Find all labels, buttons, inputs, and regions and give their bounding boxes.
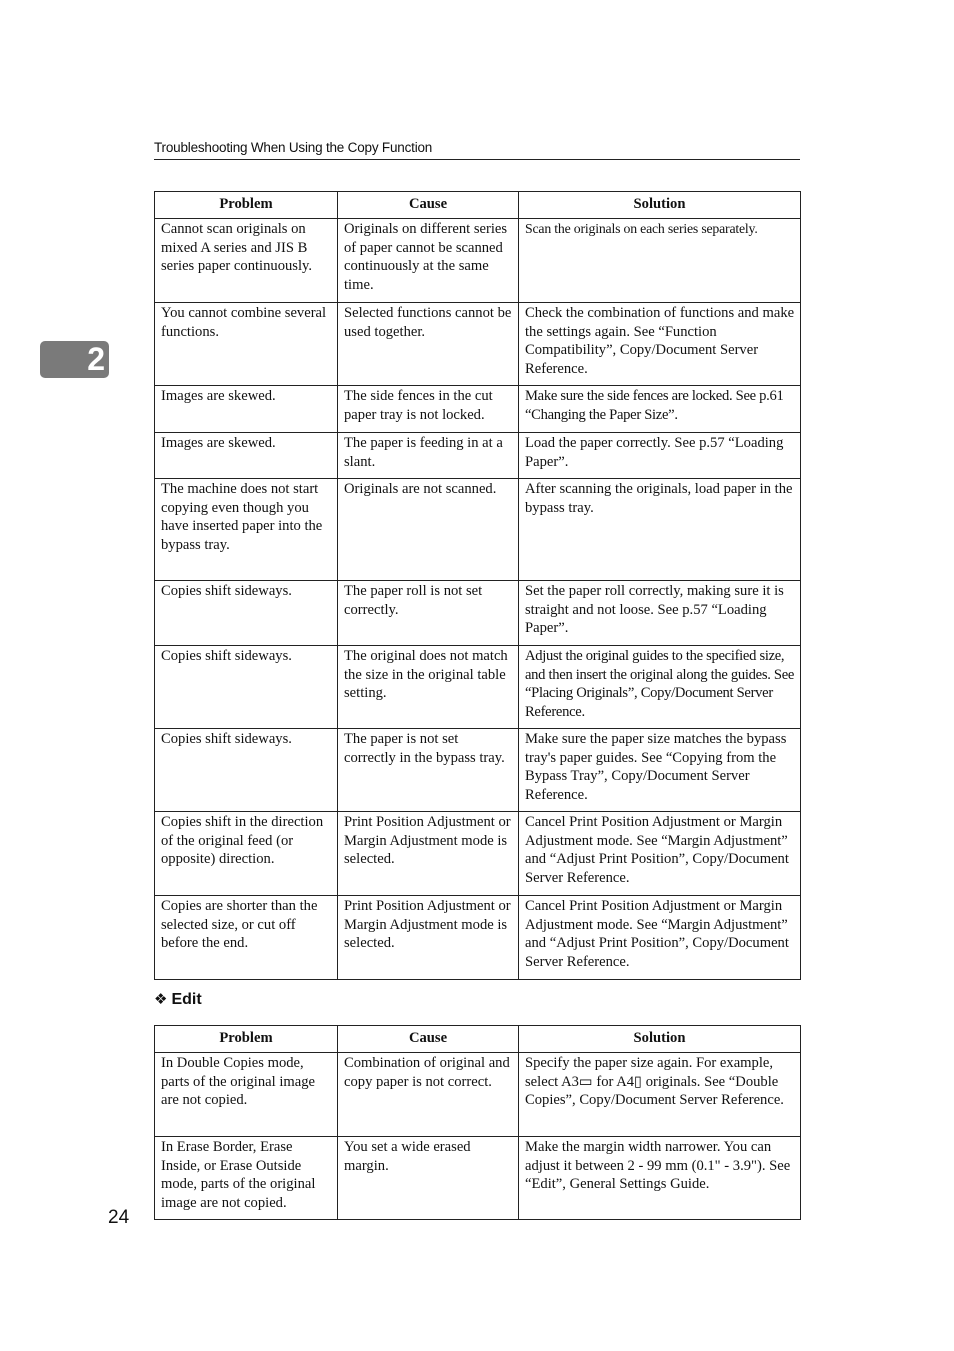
table-row — [155, 303, 801, 386]
problem-cell: In Double Copies mode, parts of the original image are not copied. — [155, 1053, 338, 1137]
table-row — [155, 646, 801, 729]
table-row — [155, 1137, 801, 1220]
problem-cell: Copies shift sideways. — [155, 729, 338, 812]
cause-cell: The paper roll is not set correctly. — [338, 581, 519, 646]
header-problem: Problem — [155, 192, 338, 219]
solution-cell: Cancel Print Position Adjustment or Margin Adjustment mode. See “Margin Adjustment” and “Adjust Print Position”, Copy/Document Server Reference. — [519, 812, 801, 896]
problem-cell: The machine does not start copying even though you have inserted paper into the bypass tray. — [155, 479, 338, 581]
cause-cell: Selected functions cannot be used together. — [338, 303, 519, 386]
cause-cell: The paper is feeding in at a slant. — [338, 433, 519, 479]
solution-cell: After scanning the originals, load paper in the bypass tray. — [519, 479, 801, 581]
problem-cell: In Erase Border, Erase Inside, or Erase Outside mode, parts of the original image are not copied. — [155, 1137, 338, 1220]
solution-cell: Make sure the side fences are locked. See p.61 “Changing the Paper Size”. — [519, 386, 801, 433]
problem-cell: You cannot combine several functions. — [155, 303, 338, 386]
solution-cell: Load the paper correctly. See p.57 “Loading Paper”. — [519, 433, 801, 479]
problem-cell: Copies are shorter than the selected size, or cut off before the end. — [155, 896, 338, 980]
header-problem: Problem — [155, 1026, 338, 1053]
section-heading-edit — [154, 990, 202, 1010]
solution-cell: Make sure the paper size matches the bypass tray's paper guides. See “Copying from the Bypass Tray”, Copy/Document Server Reference. — [519, 729, 801, 812]
solution-cell: Cancel Print Position Adjustment or Margin Adjustment mode. See “Margin Adjustment” and “Adjust Print Position”, Copy/Document Server Reference. — [519, 896, 801, 980]
table-header-row — [155, 192, 801, 219]
solution-cell: Check the combination of functions and make the settings again. See “Function Compatibility”, Copy/Document Server Reference. — [519, 303, 801, 386]
table-row — [155, 386, 801, 433]
cause-cell: The side fences in the cut paper tray is not locked. — [338, 386, 519, 433]
problem-cell: Images are skewed. — [155, 386, 338, 433]
cause-cell: Originals are not scanned. — [338, 479, 519, 581]
solution-cell: Make the margin width narrower. You can adjust it between 2 - 99 mm (0.1" - 3.9"). See “Edit”, General Settings Guide. — [519, 1137, 801, 1220]
cause-cell: Combination of original and copy paper is not correct. — [338, 1053, 519, 1137]
edit-troubleshooting-table — [154, 1025, 801, 1220]
header-solution: Solution — [519, 1026, 801, 1053]
cause-cell: You set a wide erased margin. — [338, 1137, 519, 1220]
cause-cell: Print Position Adjustment or Margin Adjustment mode is selected. — [338, 812, 519, 896]
table-row — [155, 1053, 801, 1137]
page-number: 24 — [108, 1207, 130, 1228]
table-row — [155, 729, 801, 812]
solution-cell: Adjust the original guides to the specified size, and then insert the original along the guides. See “Placing Originals”, Copy/Document Server Reference. — [519, 646, 801, 729]
problem-cell: Cannot scan originals on mixed A series and JIS B series paper continuously. — [155, 219, 338, 303]
problem-cell: Images are skewed. — [155, 433, 338, 479]
table-row — [155, 219, 801, 303]
solution-cell: Specify the paper size again. For example, select A3▭ for A4▯ originals. See “Double Copies”, Copy/Document Server Reference. — [519, 1053, 801, 1137]
cause-cell: The original does not match the size in the original table setting. — [338, 646, 519, 729]
section-heading-label: Edit — [171, 991, 202, 1008]
header-solution: Solution — [519, 192, 801, 219]
header-cause: Cause — [338, 1026, 519, 1053]
diamond-bullet-icon: ❖ — [154, 991, 168, 1008]
cause-cell: Originals on different series of paper cannot be scanned continuously at the same time. — [338, 219, 519, 303]
table-header-row — [155, 1026, 801, 1053]
solution-cell: Scan the originals on each series separately. — [519, 219, 801, 303]
header-cause: Cause — [338, 192, 519, 219]
cause-cell: The paper is not set correctly in the bypass tray. — [338, 729, 519, 812]
problem-cell: Copies shift sideways. — [155, 581, 338, 646]
table-row — [155, 812, 801, 896]
problem-cell: Copies shift in the direction of the original feed (or opposite) direction. — [155, 812, 338, 896]
problem-cell: Copies shift sideways. — [155, 646, 338, 729]
table-row — [155, 896, 801, 980]
table-row — [155, 581, 801, 646]
solution-cell: Set the paper roll correctly, making sure it is straight and not loose. See p.57 “Loading Paper”. — [519, 581, 801, 646]
running-header: Troubleshooting When Using the Copy Function — [154, 139, 800, 160]
chapter-tab: 2 — [40, 341, 109, 378]
troubleshooting-table — [154, 191, 801, 980]
table-row — [155, 433, 801, 479]
cause-cell: Print Position Adjustment or Margin Adjustment mode is selected. — [338, 896, 519, 980]
table-row — [155, 479, 801, 581]
